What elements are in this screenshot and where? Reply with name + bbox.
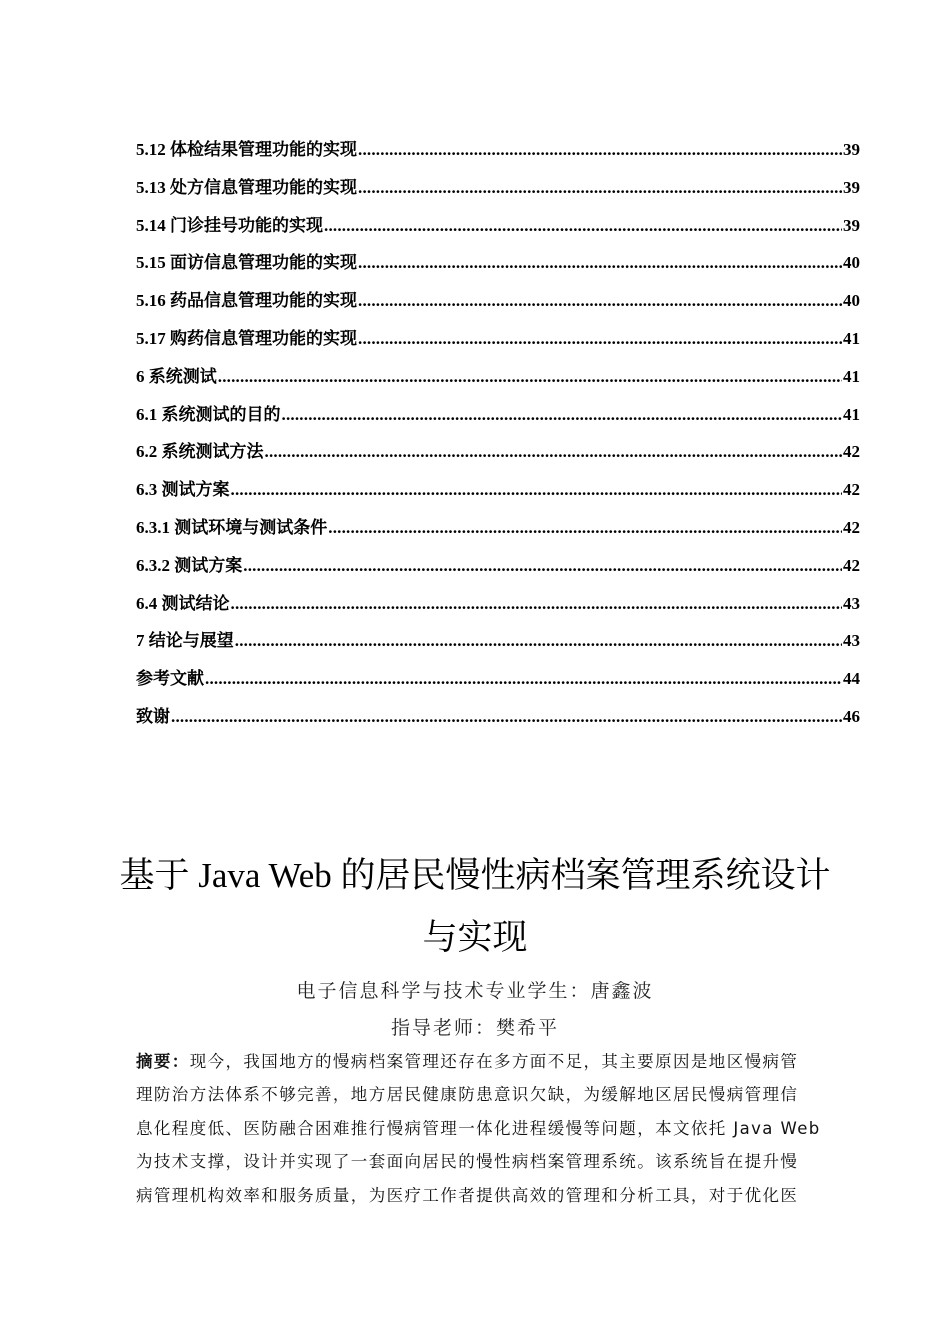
toc-entry-page: 41 bbox=[843, 366, 860, 386]
toc-dot-leader bbox=[358, 176, 842, 200]
toc-entry-page: 44 bbox=[843, 669, 860, 689]
toc-entry-page: 43 bbox=[843, 631, 860, 651]
toc-entry-page: 42 bbox=[843, 555, 860, 575]
toc-entry-page: 40 bbox=[843, 291, 860, 311]
toc-dot-leader bbox=[265, 440, 843, 464]
abstract-label: 摘要： bbox=[136, 1052, 190, 1071]
toc-entry-title: 7 结论与展望 bbox=[136, 631, 234, 651]
abstract-line: 为技术支撑，设计并实现了一套面向居民的慢性病档案管理系统。该系统旨在提升慢 bbox=[136, 1152, 799, 1172]
toc-entry-page: 43 bbox=[843, 593, 860, 613]
toc-entry-title: 6.1 系统测试的目的 bbox=[136, 404, 281, 424]
toc-entry-title: 5.14 门诊挂号功能的实现 bbox=[136, 215, 323, 235]
toc-entry-page: 42 bbox=[843, 480, 860, 500]
toc-dot-leader bbox=[358, 138, 842, 162]
toc-dot-leader bbox=[231, 592, 843, 616]
abstract-line: 息化程度低、医防融合困难推行慢病管理一体化进程缓慢等问题，本文依托 Java Web bbox=[136, 1118, 821, 1138]
abstract bbox=[136, 1045, 848, 1212]
toc-entry-title: 6.3.2 测试方案 bbox=[136, 555, 243, 575]
abstract-line: 理防治方法体系不够完善，地方居民健康防患意识欠缺，为缓解地区居民慢病管理信 bbox=[136, 1085, 799, 1105]
toc-entry[interactable] bbox=[136, 440, 860, 478]
toc-entry-title: 6.3 测试方案 bbox=[136, 480, 230, 500]
abstract-text: 现今，我国地方的慢病档案管理还存在多方面不足，其主要原因是地区慢病管 bbox=[189, 1052, 799, 1071]
toc-dot-leader bbox=[324, 214, 842, 238]
toc-dot-leader bbox=[171, 705, 842, 729]
toc-entry-title: 参考文献 bbox=[136, 669, 204, 689]
toc-entry-title: 6 系统测试 bbox=[136, 366, 217, 386]
toc-entry-page: 41 bbox=[843, 404, 860, 424]
toc-entry-page: 42 bbox=[843, 442, 860, 462]
toc-entry[interactable] bbox=[136, 176, 860, 214]
toc-entry-title: 5.13 处方信息管理功能的实现 bbox=[136, 177, 357, 197]
toc-entry-title: 6.2 系统测试方法 bbox=[136, 442, 264, 462]
toc-dot-leader bbox=[205, 667, 842, 691]
toc-dot-leader bbox=[358, 327, 842, 351]
toc-entry[interactable] bbox=[136, 289, 860, 327]
toc-entry[interactable] bbox=[136, 478, 860, 516]
toc-entry-page: 46 bbox=[843, 706, 860, 726]
author-line: 电子信息科学与技术专业学生：唐鑫波 bbox=[296, 980, 654, 1002]
paper-title-continued: 与实现 bbox=[422, 918, 528, 957]
toc-entry-page: 39 bbox=[843, 177, 860, 197]
toc-entry[interactable] bbox=[136, 516, 860, 554]
toc-entry[interactable] bbox=[136, 667, 860, 705]
toc-dot-leader bbox=[358, 251, 842, 275]
toc-dot-leader bbox=[328, 516, 842, 540]
toc-entry-title: 5.15 面访信息管理功能的实现 bbox=[136, 253, 357, 273]
toc-entry[interactable] bbox=[136, 138, 860, 176]
toc-entry[interactable] bbox=[136, 365, 860, 403]
toc-entry-title: 6.3.1 测试环境与测试条件 bbox=[136, 517, 328, 537]
abstract-line: 病管理机构效率和服务质量，为医疗工作者提供高效的管理和分析工具，对于优化医 bbox=[136, 1185, 799, 1205]
toc-dot-leader bbox=[282, 403, 843, 427]
toc-entry[interactable] bbox=[136, 251, 860, 289]
toc-dot-leader bbox=[243, 554, 842, 578]
toc-entry[interactable] bbox=[136, 629, 860, 667]
table-of-contents bbox=[136, 138, 860, 743]
toc-entry-page: 42 bbox=[843, 517, 860, 537]
toc-dot-leader bbox=[231, 478, 843, 502]
toc-dot-leader bbox=[218, 365, 842, 389]
abstract-line bbox=[136, 1045, 848, 1078]
toc-entry-page: 41 bbox=[843, 328, 860, 348]
toc-entry[interactable] bbox=[136, 214, 860, 252]
toc-entry[interactable] bbox=[136, 327, 860, 365]
toc-entry-title: 5.17 购药信息管理功能的实现 bbox=[136, 328, 357, 348]
toc-entry[interactable] bbox=[136, 592, 860, 630]
toc-entry-title: 6.4 测试结论 bbox=[136, 593, 230, 613]
toc-dot-leader bbox=[235, 629, 842, 653]
toc-entry-page: 39 bbox=[843, 215, 860, 235]
paper-title: 基于 Java Web 的居民慢性病档案管理系统设计 bbox=[119, 856, 831, 895]
toc-entry[interactable] bbox=[136, 554, 860, 592]
toc-dot-leader bbox=[358, 289, 842, 313]
toc-entry-title: 5.12 体检结果管理功能的实现 bbox=[136, 140, 357, 159]
toc-entry-title: 致谢 bbox=[136, 706, 170, 726]
toc-entry[interactable] bbox=[136, 705, 860, 743]
toc-entry-title: 5.16 药品信息管理功能的实现 bbox=[136, 291, 357, 311]
advisor-line: 指导老师：樊希平 bbox=[390, 1017, 559, 1039]
toc-entry-page: 40 bbox=[843, 253, 860, 273]
toc-entry[interactable] bbox=[136, 403, 860, 441]
toc-entry-page: 39 bbox=[843, 140, 860, 159]
